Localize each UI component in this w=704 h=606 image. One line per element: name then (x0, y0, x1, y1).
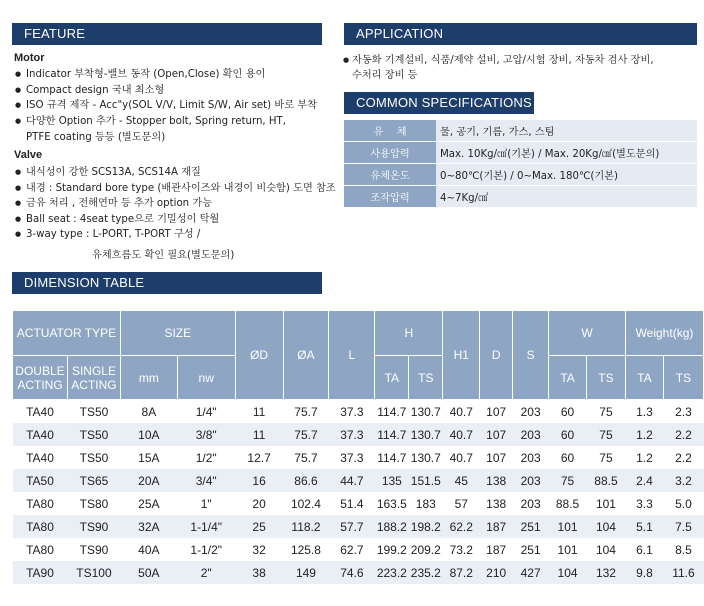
table-cell: 427 (513, 561, 549, 584)
col-header-s: S (513, 311, 549, 400)
table-cell: 15A (120, 446, 177, 469)
bullet-icon: ● (343, 56, 350, 64)
table-cell: 101 (587, 492, 626, 515)
table-cell: 125.8 (283, 538, 329, 561)
table-cell: 44.7 (329, 469, 375, 492)
table-cell: 223.2 (375, 561, 409, 584)
table-cell: 130.7 (409, 423, 443, 446)
common-spec-table (344, 120, 697, 208)
motor-item: ● 다양한 Option 추가 - Stopper bolt, Spring return, HT, (14, 114, 317, 130)
table-cell: 74.6 (329, 561, 375, 584)
table-cell: 9.8 (625, 561, 663, 584)
valve-item: ● Ball seat : 4seat type으로 기밀성이 탁월 (14, 212, 336, 228)
col-header-h1: H1 (443, 311, 480, 400)
table-row (13, 561, 704, 584)
spec-key: 유 체 (344, 120, 436, 142)
table-cell: 138 (480, 469, 513, 492)
table-cell: 11.6 (663, 561, 703, 584)
table-cell: TS100 (67, 561, 120, 584)
motor-label: Motor (14, 52, 45, 64)
table-cell: 203 (513, 492, 549, 515)
table-cell: 40.7 (443, 423, 480, 446)
table-cell: 1" (177, 492, 235, 515)
table-cell: TS80 (67, 492, 120, 515)
table-cell: 203 (513, 423, 549, 446)
table-cell: 149 (283, 561, 329, 584)
table-cell: 130.7 (409, 400, 443, 424)
table-cell: 37.3 (329, 400, 375, 424)
table-cell: 7.5 (663, 515, 703, 538)
table-cell: 1.2 (625, 446, 663, 469)
dimension-table-body (13, 400, 704, 585)
table-cell: 107 (480, 446, 513, 469)
table-cell: 1.3 (625, 400, 663, 424)
table-cell: 2.3 (663, 400, 703, 424)
table-cell: 1-1/2" (177, 538, 235, 561)
motor-item: ● Indicator 부착형-밸브 동작 (Open,Close) 확인 용이 (14, 67, 317, 83)
table-cell: 187 (480, 515, 513, 538)
table-cell: 251 (513, 515, 549, 538)
table-cell: 107 (480, 400, 513, 424)
table-cell: 25 (235, 515, 283, 538)
table-cell: 32A (120, 515, 177, 538)
table-cell: 75 (587, 400, 626, 424)
table-cell: 75 (587, 446, 626, 469)
table-cell: 183 (409, 492, 443, 515)
table-cell: 104 (587, 538, 626, 561)
col-header-w-ts: TS (587, 356, 626, 400)
table-cell: 1.2 (625, 423, 663, 446)
table-cell: 1-1/4" (177, 515, 235, 538)
table-cell: 5.0 (663, 492, 703, 515)
col-header-actuator-type: ACTUATOR TYPE (13, 311, 121, 356)
spec-value: 0~80℃(기본) / 0~Max. 180℃(기본) (436, 164, 697, 186)
table-cell: 102.4 (283, 492, 329, 515)
table-cell: TS65 (67, 469, 120, 492)
dimension-table (12, 310, 704, 584)
table-cell: 2.2 (663, 423, 703, 446)
col-header-w-ta: TA (549, 356, 587, 400)
table-cell: 88.5 (549, 492, 587, 515)
table-cell: 132 (587, 561, 626, 584)
valve-label: Valve (14, 149, 43, 161)
table-cell: TS50 (67, 446, 120, 469)
table-row (13, 446, 704, 469)
table-cell: 203 (513, 469, 549, 492)
table-cell: 51.4 (329, 492, 375, 515)
table-cell: 20A (120, 469, 177, 492)
table-cell: 251 (513, 538, 549, 561)
table-cell: 101 (549, 515, 587, 538)
spec-value: 4~7Kg/㎠ (436, 186, 697, 208)
table-cell: 62.7 (329, 538, 375, 561)
application-text (344, 53, 654, 83)
table-cell: 114.7 (375, 446, 409, 469)
table-cell: 104 (587, 515, 626, 538)
col-header-h-ts: TS (409, 356, 443, 400)
table-cell: 20 (235, 492, 283, 515)
application-header: APPLICATION (344, 23, 697, 45)
table-row (13, 515, 704, 538)
table-cell: 163.5 (375, 492, 409, 515)
col-header-weight-ta: TA (625, 356, 663, 400)
table-cell: 130.7 (409, 446, 443, 469)
feature-header: FEATURE (12, 23, 322, 45)
table-cell: TS90 (67, 515, 120, 538)
table-cell: 1/4" (177, 400, 235, 424)
col-header-weight-ts: TS (663, 356, 703, 400)
valve-list (14, 165, 336, 243)
col-header-double-acting: DOUBLE ACTING (13, 356, 68, 400)
table-cell: 8A (120, 400, 177, 424)
table-cell: 60 (549, 400, 587, 424)
table-cell: TS50 (67, 423, 120, 446)
spec-key: 조작압력 (344, 186, 436, 208)
col-header-size: SIZE (120, 311, 235, 356)
table-cell: 37.3 (329, 423, 375, 446)
table-cell: 73.2 (443, 538, 480, 561)
col-header-oa: ØA (283, 311, 329, 400)
table-cell: 101 (549, 538, 587, 561)
table-cell: 2.2 (663, 446, 703, 469)
table-cell: 16 (235, 469, 283, 492)
col-header-od: ØD (235, 311, 283, 400)
col-header-l: L (329, 311, 375, 400)
application-line: 자동화 기계설비, 식품/제약 설비, 고압/시험 장비, 자동차 검사 장비, (352, 55, 654, 66)
spec-row (344, 120, 697, 142)
table-cell: 32 (235, 538, 283, 561)
table-cell: 75 (549, 469, 587, 492)
table-cell: 40.7 (443, 446, 480, 469)
table-cell: TA80 (13, 492, 68, 515)
table-cell: TA40 (13, 446, 68, 469)
table-cell: 135 (375, 469, 409, 492)
table-cell: 1/2" (177, 446, 235, 469)
table-cell: 10A (120, 423, 177, 446)
table-cell: 11 (235, 400, 283, 424)
valve-item-continuation: 유체흐름도 확인 필요(별도문의) (92, 250, 235, 261)
motor-item: ● Compact design 국내 최소형 (14, 83, 317, 99)
col-header-weight: Weight(kg) (625, 311, 703, 356)
motor-item: ● ISO 규격 제작 - Acc"y(SOL V/V, Limit S/W, Air set) 바로 부착 (14, 98, 317, 114)
table-row (13, 492, 704, 515)
table-cell: 40A (120, 538, 177, 561)
spec-key: 유체온도 (344, 164, 436, 186)
table-cell: 75 (587, 423, 626, 446)
table-cell: 11 (235, 423, 283, 446)
table-cell: 188.2 (375, 515, 409, 538)
spec-key: 사용압력 (344, 142, 436, 164)
table-cell: 50A (120, 561, 177, 584)
spec-row (344, 142, 697, 164)
table-cell: TA90 (13, 561, 68, 584)
table-cell: 2" (177, 561, 235, 584)
motor-list (14, 67, 317, 129)
table-cell: 2.4 (625, 469, 663, 492)
table-row (13, 423, 704, 446)
table-cell: TA50 (13, 469, 68, 492)
table-cell: 62.2 (443, 515, 480, 538)
col-header-w: W (549, 311, 626, 356)
table-cell: 57 (443, 492, 480, 515)
col-header-h: H (375, 311, 443, 356)
table-cell: 5.1 (625, 515, 663, 538)
table-cell: 57.7 (329, 515, 375, 538)
table-cell: 151.5 (409, 469, 443, 492)
table-cell: 138 (480, 492, 513, 515)
table-row (13, 538, 704, 561)
table-cell: 60 (549, 446, 587, 469)
col-header-nw: nw (177, 356, 235, 400)
table-cell: 37.3 (329, 446, 375, 469)
table-cell: TA80 (13, 515, 68, 538)
valve-item: ● 내식성이 강한 SCS13A, SCS14A 재질 (14, 165, 336, 181)
valve-item: ● 내경 : Standard bore type (배관사이즈와 내경이 비슷함) 도면 참조 (14, 181, 336, 197)
spec-value: Max. 10Kg/㎠(기본) / Max. 20Kg/㎠(별도문의) (436, 142, 697, 164)
table-cell: TA40 (13, 400, 68, 424)
table-cell: 114.7 (375, 400, 409, 424)
table-cell: 107 (480, 423, 513, 446)
table-cell: 114.7 (375, 423, 409, 446)
table-cell: 104 (549, 561, 587, 584)
table-cell: TA80 (13, 538, 68, 561)
application-line: 수처리 장비 등 (352, 70, 418, 81)
table-cell: 12.7 (235, 446, 283, 469)
table-cell: 203 (513, 446, 549, 469)
table-row (13, 400, 704, 424)
col-header-d: D (480, 311, 513, 400)
col-header-h-ta: TA (375, 356, 409, 400)
table-cell: 25A (120, 492, 177, 515)
table-cell: 88.5 (587, 469, 626, 492)
table-cell: 209.2 (409, 538, 443, 561)
table-cell: 75.7 (283, 400, 329, 424)
table-cell: 235.2 (409, 561, 443, 584)
col-header-single-acting: SINGLE ACTING (67, 356, 120, 400)
table-cell: 210 (480, 561, 513, 584)
table-cell: 6.1 (625, 538, 663, 561)
valve-item: ● 3-way type : L-PORT, T-PORT 구성 / (14, 227, 336, 243)
col-header-mm: mm (120, 356, 177, 400)
table-cell: TS50 (67, 400, 120, 424)
valve-item: ● 금유 처리 , 전해연마 등 추가 option 가능 (14, 196, 336, 212)
common-spec-header: COMMON SPECIFICATIONS (344, 92, 534, 114)
table-cell: 187 (480, 538, 513, 561)
table-cell: 118.2 (283, 515, 329, 538)
table-cell: 45 (443, 469, 480, 492)
spec-row (344, 164, 697, 186)
table-cell: 3.2 (663, 469, 703, 492)
table-cell: TS90 (67, 538, 120, 561)
motor-item-continuation: PTFE coating 등등 (별도문의) (26, 132, 166, 143)
table-cell: 3.3 (625, 492, 663, 515)
table-cell: 87.2 (443, 561, 480, 584)
table-cell: 75.7 (283, 446, 329, 469)
table-cell: 75.7 (283, 423, 329, 446)
table-cell: 3/8" (177, 423, 235, 446)
table-cell: 199.2 (375, 538, 409, 561)
spec-value: 물, 공기, 기름, 가스, 스팀 (436, 120, 697, 142)
table-cell: 60 (549, 423, 587, 446)
table-cell: 38 (235, 561, 283, 584)
table-cell: 198.2 (409, 515, 443, 538)
table-cell: 86.6 (283, 469, 329, 492)
table-row (13, 469, 704, 492)
table-cell: TA40 (13, 423, 68, 446)
table-cell: 40.7 (443, 400, 480, 424)
spec-row (344, 186, 697, 208)
table-cell: 203 (513, 400, 549, 424)
dimension-header: DIMENSION TABLE (12, 272, 322, 294)
table-cell: 3/4" (177, 469, 235, 492)
table-cell: 8.5 (663, 538, 703, 561)
